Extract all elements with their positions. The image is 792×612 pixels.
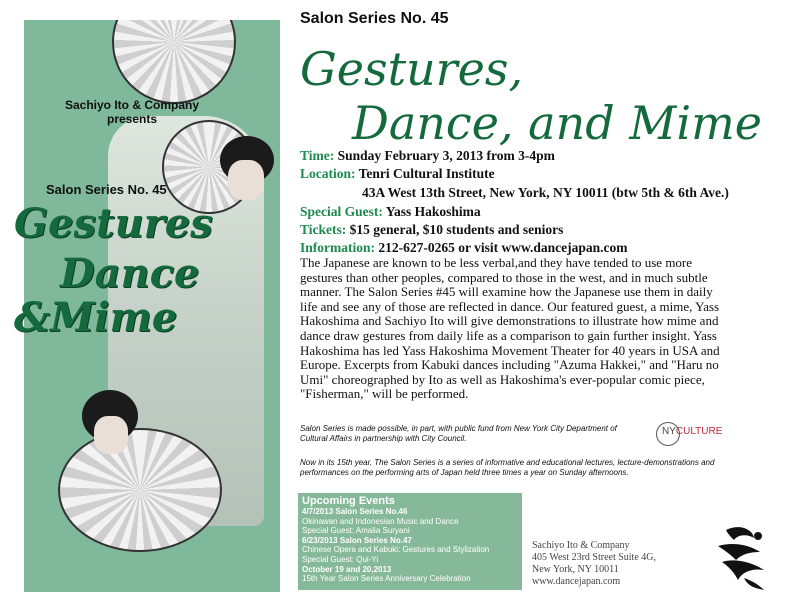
fan-image-bottom: [58, 428, 222, 552]
poster-word: Dance: [60, 250, 200, 297]
information-label: Information:: [300, 240, 375, 255]
poster-presenter: [42, 98, 222, 126]
event-title-line2: Dance, and Mime: [352, 96, 762, 150]
upcoming-events-box: [298, 493, 522, 590]
information-row: [300, 240, 628, 256]
logo-text: [662, 426, 722, 437]
company-line: www.dancejapan.com: [532, 576, 621, 587]
tickets-label: Tickets:: [300, 222, 347, 237]
presenter-line: Sachiyo Ito & Company: [64, 98, 200, 112]
fan-image-top: [112, 20, 236, 104]
company-emblem-icon: [708, 522, 778, 592]
location-label: Location:: [300, 166, 356, 181]
series-heading: Salon Series No. 45: [300, 10, 449, 27]
event-line: October 19 and 20,2013: [302, 564, 392, 574]
event-line: Special Guest: Amalia Suryani: [302, 526, 410, 536]
poster-series: Salon Series No. 45: [46, 182, 167, 197]
event-line: 6/23/2013 Salon Series No.47: [302, 535, 412, 545]
event-line: Special Guest: Qui-Yi: [302, 554, 379, 564]
poster-word: Gestures: [14, 200, 213, 247]
funding-note: Salon Series is made possible, in part, with public fund from New York City Department of Cultural Affairs in partnership with City Council.: [300, 424, 617, 443]
company-line: 405 West 23rd Street Suite 4G,: [532, 552, 656, 563]
location-value: Tenri Cultural Institute: [358, 166, 495, 181]
guest-value: Yass Hakoshima: [385, 204, 481, 219]
tickets-value: $15 general, $10 students and seniors: [349, 222, 564, 237]
dancer-face-bottom: [94, 416, 128, 454]
event-description: The Japanese are known to be less verbal,and they have tended to use more gestures than other peoples, compared to those in the west, and in much subtle manner. The Salon Series #45 will examine how the Japanese use them in daily life and see any of those are reflected in dance. Our featured guest, a mime, Yass Hakoshima and Sachiyo Ito will give demonstrations to illustrate how mime and dance draw gestures from daily life as a comparison to gain further insight. Yass Hakoshima has led Yass Hakoshima Movement Theater for 40 years in USA and Europe. Excerpts from Kabuki dances including "Azuma Hakkei," and "Haru no Umi" choreographed by Ito as well as Hakoshima's ever-popular comic piece, "Fisherman," will be performed.: [300, 255, 720, 402]
event-line: 15th Year Salon Series Anniversary Celebration: [302, 574, 471, 584]
series-about: Now in its 15th year, The Salon Series is a series of informative and educational lectures, lecture-demonstrations and performances on the performing arts of Japan held three times a year on Sunday afternoons.: [300, 458, 715, 477]
company-line: Sachiyo Ito & Company: [532, 540, 630, 551]
location-row: [300, 166, 495, 182]
time-row: [300, 148, 555, 164]
guest-row: [300, 204, 481, 220]
time-label: Time:: [300, 148, 335, 163]
time-value: Sunday February 3, 2013 from 3-4pm: [337, 148, 555, 163]
nyculture-logo: [656, 422, 728, 446]
events-heading: Upcoming Events: [302, 495, 395, 507]
event-line: 4/7/2013 Salon Series No.46: [302, 507, 408, 516]
company-address: [532, 540, 656, 588]
event-line: Okinawan and Indonesian Music and Dance: [302, 516, 459, 526]
address: 43A West 13th Street, New York, NY 10011 (btw 5th & 6th Ave.): [362, 185, 729, 200]
poster-word: &Mime: [14, 294, 178, 341]
presenter-line: presents: [106, 112, 158, 126]
event-title-line1: Gestures,: [300, 42, 524, 96]
guest-label: Special Guest:: [300, 204, 383, 219]
logo-prefix: NY: [662, 426, 676, 437]
event-line: Chinese Opera and Kabuki: Gestures and Stylization: [302, 545, 490, 555]
information-value: 212-627-0265 or visit www.dancejapan.com: [378, 240, 628, 255]
company-line: New York, NY 10011: [532, 564, 619, 575]
tickets-row: [300, 222, 563, 238]
logo-suffix: CULTURE: [675, 426, 723, 437]
